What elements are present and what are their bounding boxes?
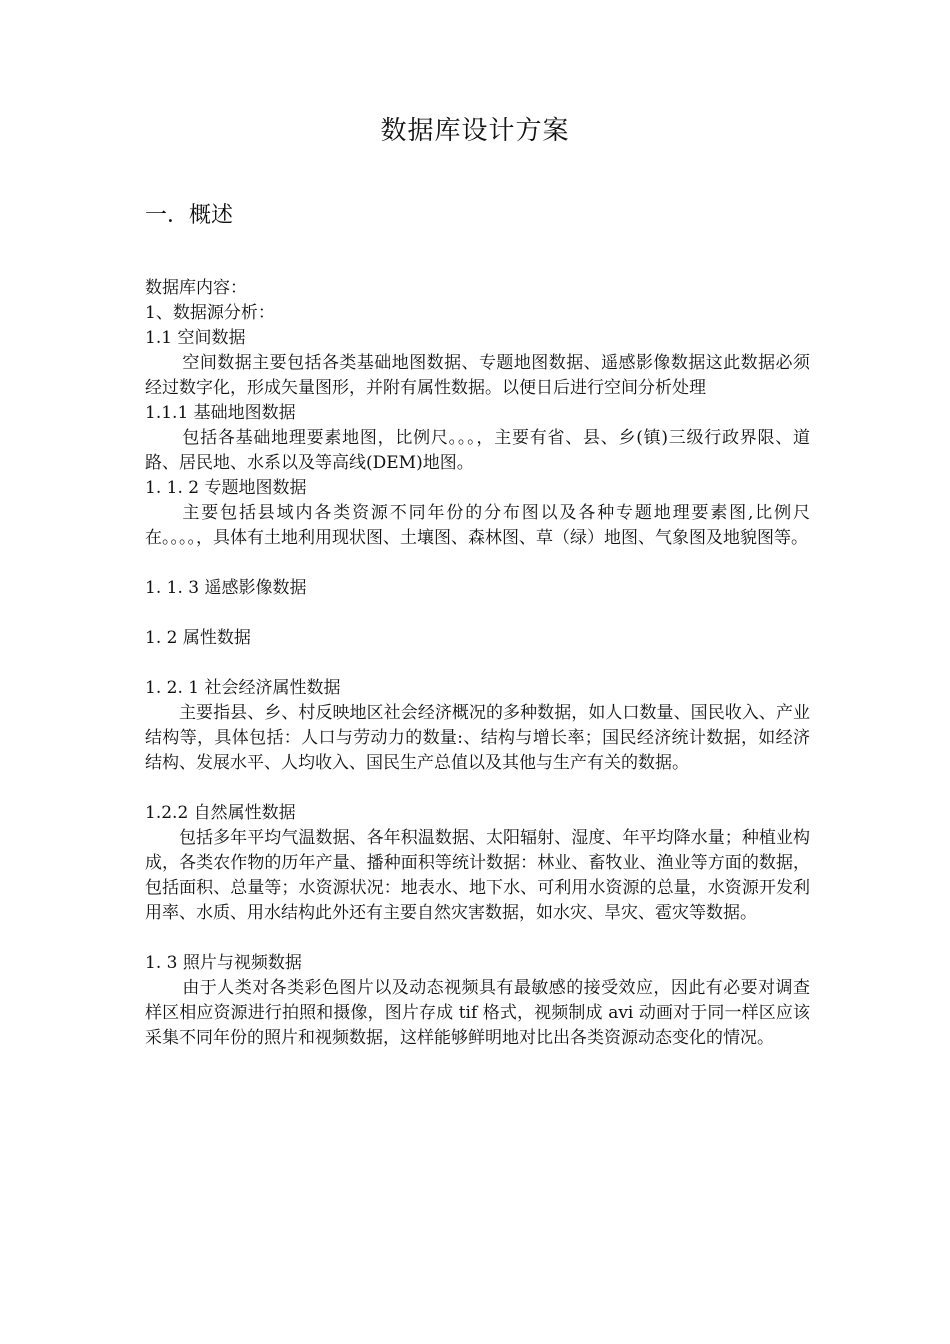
line-db-content: 数据库内容：	[145, 278, 247, 298]
paragraph-1-1-1: 包括各基础地理要素地图，比例尺。。。，主要有省、县、乡(镇)三级行政界限、道路、居民地、水系以及等高线(DEM)地图。	[145, 428, 810, 473]
heading-1-2-1: 1. 2. 1 社会经济属性数据	[145, 678, 341, 698]
document-title: 数据库设计方案	[380, 116, 570, 146]
spacer	[145, 776, 810, 801]
heading-1-1-3: 1. 1. 3 遥感影像数据	[145, 578, 307, 598]
paragraph-1-2-2: 包括多年平均气温数据、各年积温数据、太阳辐射、湿度、年平均降水量；种植业构成，各类农作物的历年产量、播种面积等统计数据：林业、畜牧业、渔业等方面的数据，包括面积、总量等；水资源状况：地表水、地下水、可利用水资源的总量，水资源开发利用率、水质、用水结构此外还有主要自然灾害数据，如水灾、旱灾、雹灾等数据。	[145, 828, 810, 923]
paragraph-1-3: 由于人类对各类彩色图片以及动态视频具有最敏感的接受效应，因此有必要对调查样区相应资源进行拍照和摄像，图片存成 tif 格式，视频制成 avi 动画对于同一样区应该采集不同年份的照片和视频数据，这样能够鲜明地对比出各类资源动态变化的情况。	[145, 978, 810, 1048]
spacer	[145, 651, 810, 676]
heading-1-2-2: 1.2.2 自然属性数据	[145, 803, 296, 823]
paragraph-1-1: 空间数据主要包括各类基础地图数据、专题地图数据、遥感影像数据这此数据必须经过数字化，形成矢量图形，并附有属性数据。以便日后进行空间分析处理	[145, 353, 810, 398]
section-heading: 一．概述	[145, 203, 234, 228]
spacer	[145, 926, 810, 951]
heading-1-1: 1.1 空间数据	[145, 328, 246, 348]
paragraph-1-2-1: 主要指县、乡、村反映地区社会经济概况的多种数据，如人口数量、国民收入、产业结构等，具体包括：人口与劳动力的数量:、结构与增长率；国民经济统计数据，如经济结构、发展水平、人均收入、国民生产总值以及其他与生产有关的数据。	[145, 703, 810, 773]
heading-1-1-1: 1.1.1 基础地图数据	[145, 403, 296, 423]
spacer	[145, 601, 810, 626]
heading-1-1-2: 1. 1. 2 专题地图数据	[145, 478, 307, 498]
heading-1-2: 1. 2 属性数据	[145, 628, 251, 648]
paragraph-1-1-2: 主要包括县域内各类资源不同年份的分布图以及各种专题地理要素图,比例尺在。。。。，具体有土地利用现状图、土壤图、森林图、草（绿）地图、气象图及地貌图等。	[145, 503, 810, 548]
document-body	[145, 276, 810, 1051]
heading-1-3: 1. 3 照片与视频数据	[145, 953, 302, 973]
heading-1: 1、数据源分析：	[145, 303, 275, 323]
spacer	[145, 551, 810, 576]
